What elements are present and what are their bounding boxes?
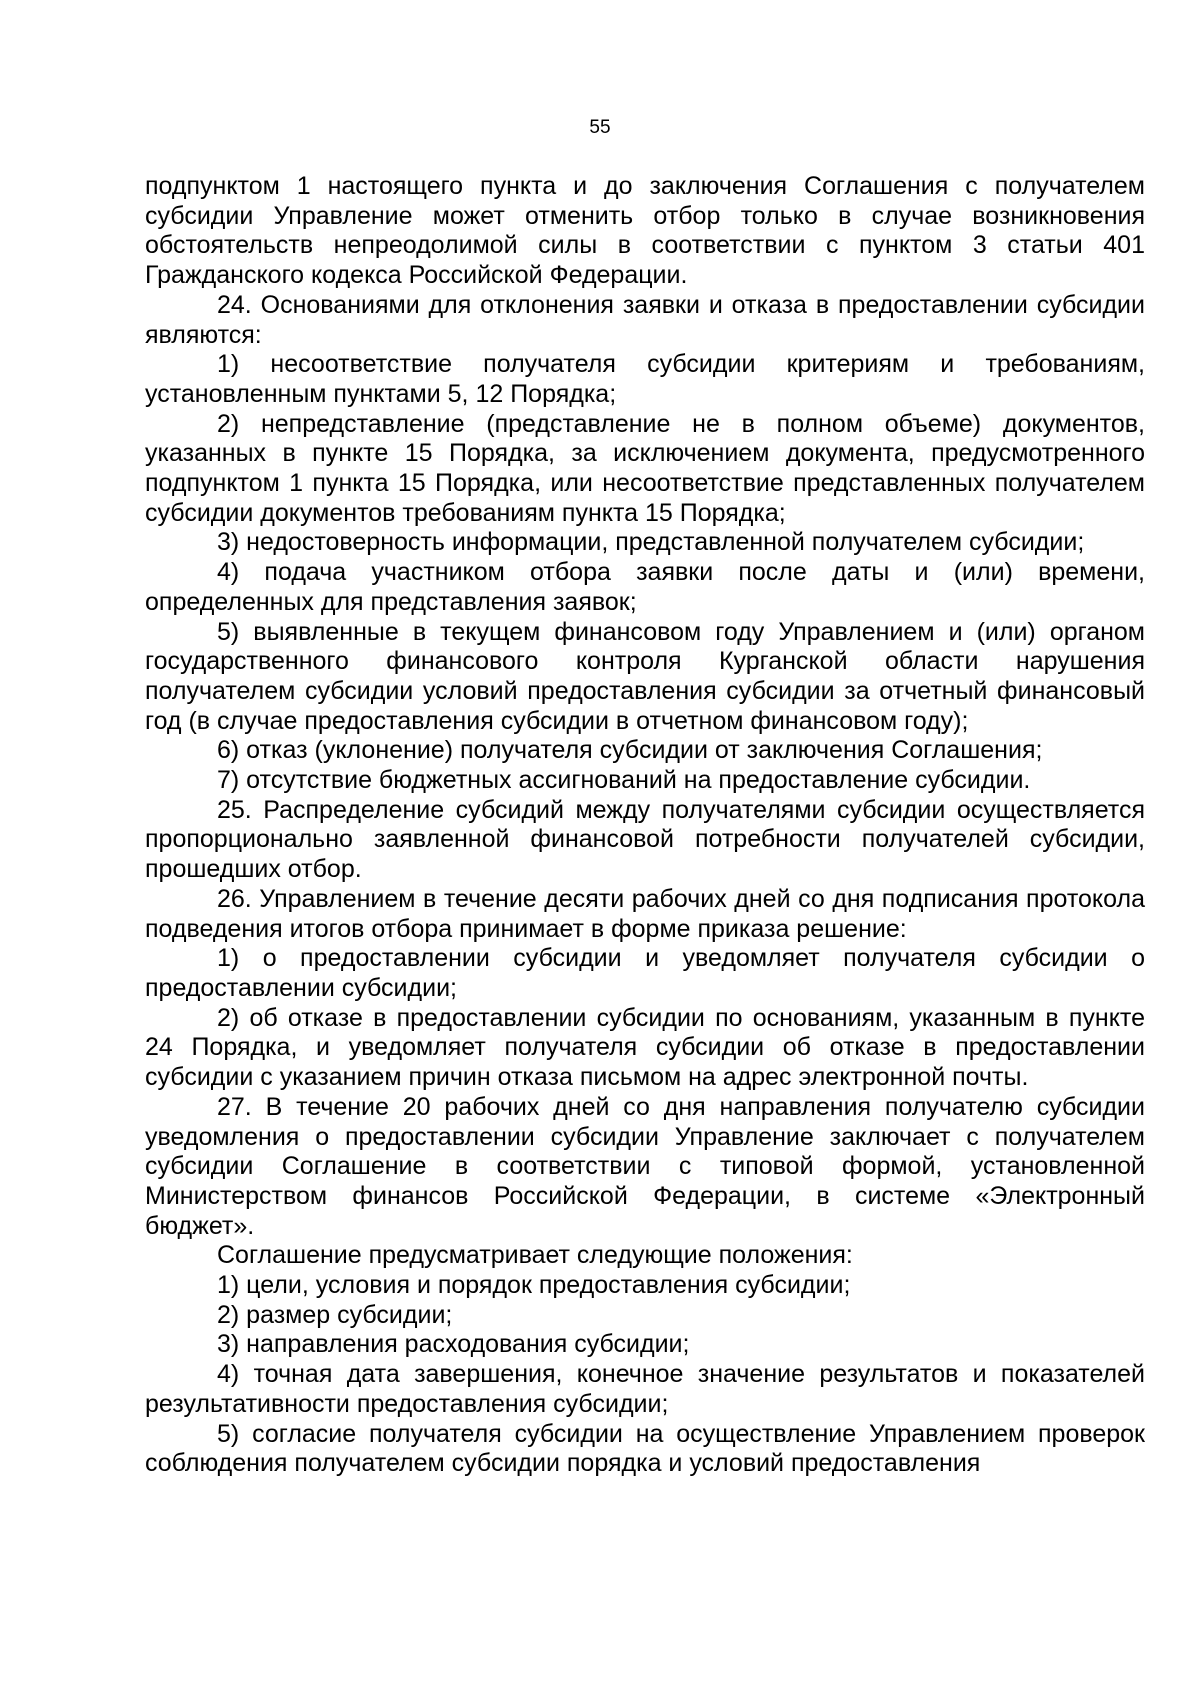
- paragraph-24-sub-7: 7) отсутствие бюджетных ассигнований на предоставление субсидии.: [217, 766, 1031, 795]
- paragraph-agreement-sub-3: 3) направления расходования субсидии;: [217, 1330, 690, 1359]
- paragraph-24-sub-4: 4) подача участником отбора заявки после даты и (или) времени, определенных для представления заявок;: [145, 558, 1145, 616]
- page-number: 55: [589, 117, 611, 138]
- paragraph-continuation: подпунктом 1 настоящего пункта и до заключения Соглашения с получателем субсидии Управление может отменить отбор только в случае возникновения обстоятельств непреодолимой силы в соответствии с пунктом 3 статьи 401 Гражданского кодекса Российской Федерации.: [145, 172, 1145, 290]
- paragraph-agreement-sub-5: 5) согласие получателя субсидии на осуществление Управлением проверок соблюдения получателем субсидии порядка и условий предоставления: [145, 1419, 1145, 1478]
- paragraph-item-25: 25. Распределение субсидий между получателями субсидии осуществляется пропорционально заявленной финансовой потребности получателей субсидии, прошедших отбор.: [145, 795, 1145, 884]
- paragraph-24-sub-3: 3) недостоверность информации, представленной получателем субсидии;: [217, 528, 1085, 557]
- paragraph-24-sub-6: 6) отказ (уклонение) получателя субсидии от заключения Соглашения;: [217, 736, 1043, 765]
- paragraph-24-sub-5: 5) выявленные в текущем финансовом году Управлением и (или) органом государственного финансового контроля Курганской области нарушения получателем субсидии условий предоставления субсидии за отчетный финансовый год (в случае предоставления субсидии в отчетном финансовом году);: [145, 617, 1145, 735]
- paragraph-agreement-intro: Соглашение предусматривает следующие положения:: [217, 1241, 853, 1270]
- paragraph-26-sub-1: 1) о предоставлении субсидии и уведомляет получателя субсидии о предоставлении субсидии;: [145, 944, 1145, 1002]
- paragraph-agreement-sub-1: 1) цели, условия и порядок предоставления субсидии;: [217, 1271, 851, 1300]
- paragraph-26-sub-2: 2) об отказе в предоставлении субсидии по основаниям, указанным в пункте 24 Порядка, и уведомляет получателя субсидии об отказе в предоставлении субсидии с указанием причин отказа письмом на адрес электронной почты.: [145, 1003, 1145, 1092]
- document-body: [145, 172, 1145, 1479]
- paragraph-24-sub-1: 1) несоответствие получателя субсидии критериям и требованиям, установленным пунктами 5, 12 Порядка;: [145, 350, 1145, 408]
- paragraph-agreement-sub-4: 4) точная дата завершения, конечное значение результатов и показателей результативности предоставления субсидии;: [145, 1360, 1145, 1418]
- paragraph-item-24: 24. Основаниями для отклонения заявки и отказа в предоставлении субсидии являются:: [145, 290, 1145, 349]
- paragraph-item-26: 26. Управлением в течение десяти рабочих дней со дня подписания протокола подведения итогов отбора принимает в форме приказа решение:: [145, 884, 1145, 943]
- paragraph-24-sub-2: 2) непредставление (представление не в полном объеме) документов, указанных в пункте 15 Порядка, за исключением документа, предусмотренного подпунктом 1 пункта 15 Порядка, или несоответствие представленных получателем субсидии документов требованиям пункта 15 Порядка;: [145, 409, 1145, 527]
- paragraph-agreement-sub-2: 2) размер субсидии;: [217, 1300, 453, 1329]
- paragraph-item-27: 27. В течение 20 рабочих дней со дня направления получателю субсидии уведомления о предоставлении субсидии Управление заключает с получателем субсидии Соглашение в соответствии с типовой формой, установленной Министерством финансов Российской Федерации, в системе «Электронный бюджет».: [145, 1092, 1145, 1240]
